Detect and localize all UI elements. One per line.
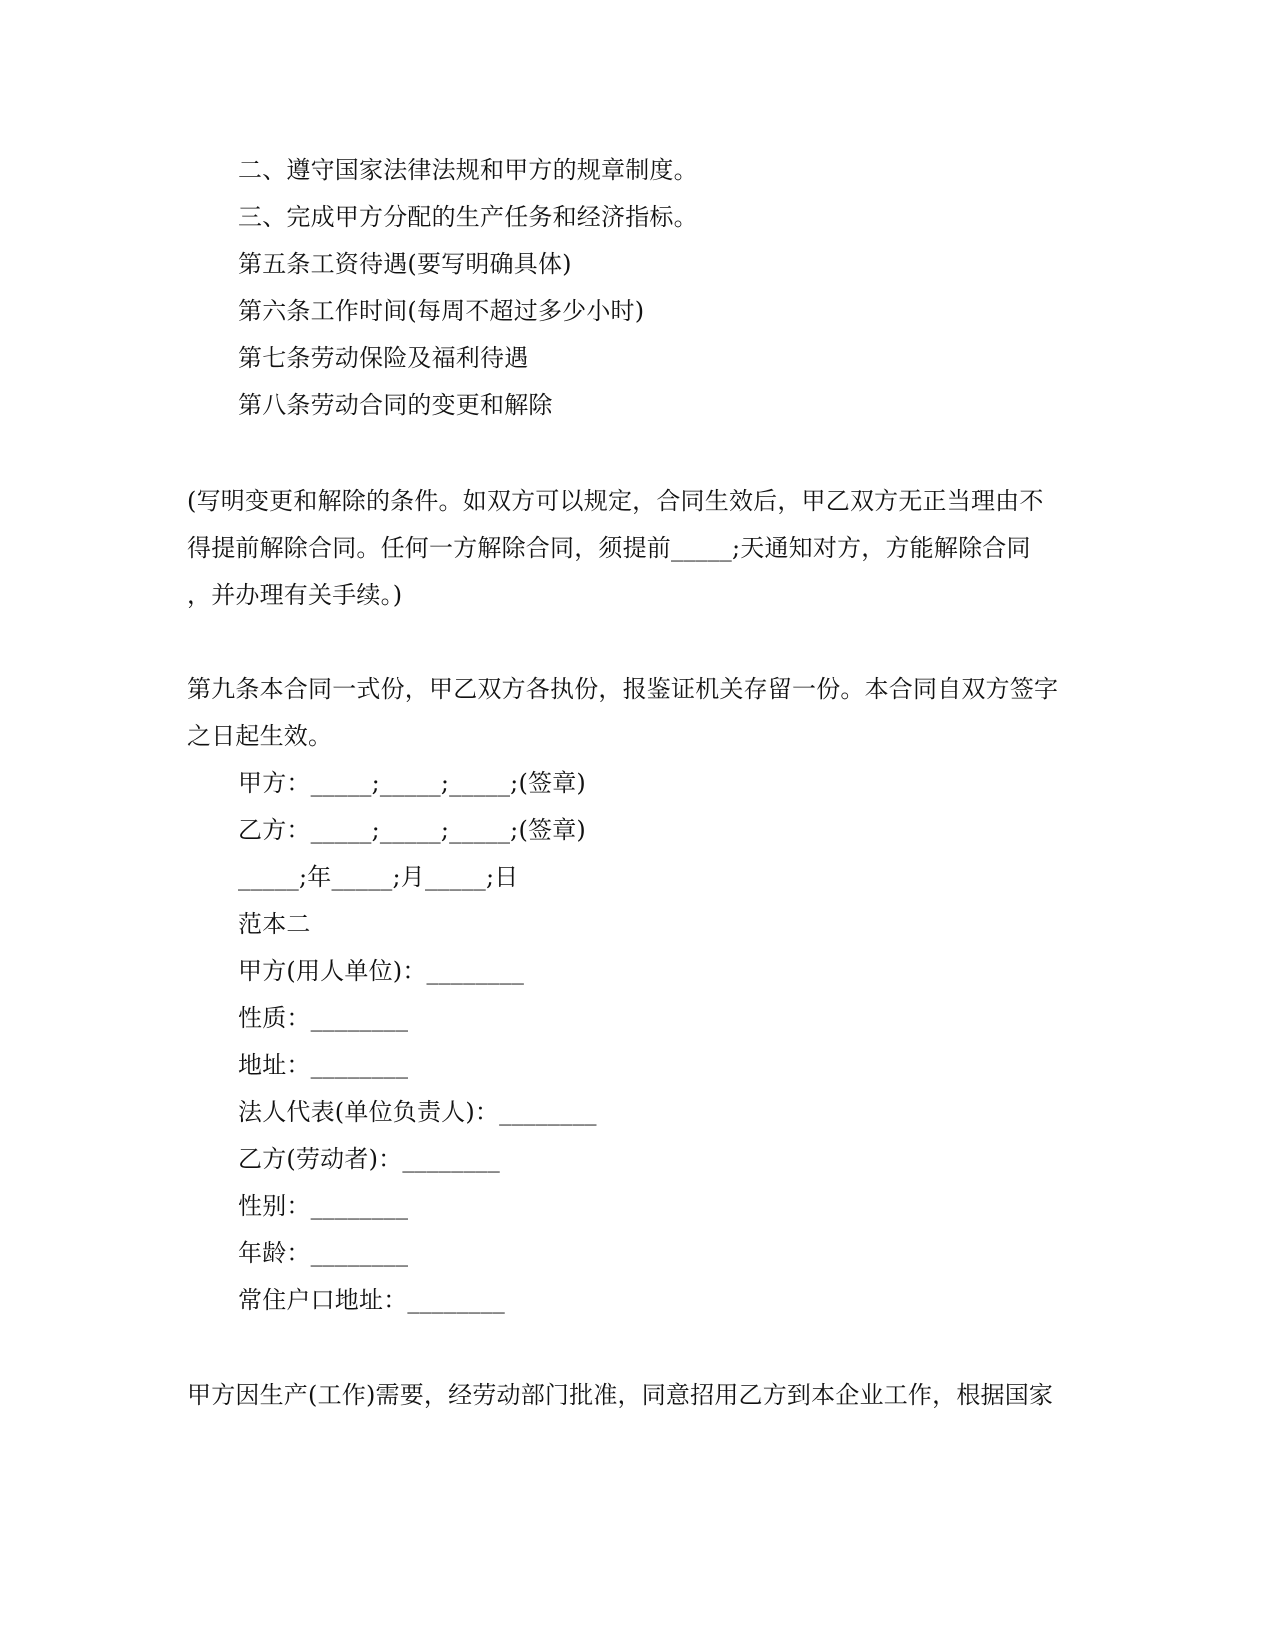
clause-heading: 第八条劳动合同的变更和解除 [238, 391, 553, 419]
form-field-line: 地址：________ [238, 1051, 409, 1079]
signature-line-party-a: 甲方：_____;_____;_____;(签章) [238, 769, 586, 797]
paragraph-line: ，并办理有关手续。) [187, 581, 403, 609]
form-field-line: 年龄：________ [238, 1239, 409, 1267]
paragraph-line: 之日起生效。 [187, 722, 333, 750]
section-title: 范本二 [238, 910, 311, 938]
form-field-line: 乙方(劳动者)：________ [238, 1145, 500, 1173]
signature-line-party-b: 乙方：_____;_____;_____;(签章) [238, 816, 586, 844]
form-field-line: 甲方(用人单位)：________ [238, 957, 525, 985]
form-field-line: 性别：________ [238, 1192, 409, 1220]
paragraph-line: 第九条本合同一式份，甲乙双方各执份，报鉴证机关存留一份。本合同自双方签字 [187, 675, 1059, 703]
form-field-line: 法人代表(单位负责人)：________ [238, 1098, 597, 1126]
paragraph-line: (写明变更和解除的条件。如双方可以规定，合同生效后，甲乙双方无正当理由不 [187, 487, 1044, 515]
date-line: _____;年_____;月_____;日 [238, 863, 519, 891]
clause-line: 三、完成甲方分配的生产任务和经济指标。 [238, 203, 698, 231]
form-field-line: 性质：________ [238, 1004, 409, 1032]
form-field-line: 常住户口地址：________ [238, 1286, 505, 1314]
paragraph-line: 甲方因生产(工作)需要，经劳动部门批准，同意招用乙方到本企业工作，根据国家 [187, 1381, 1054, 1409]
clause-line: 二、遵守国家法律法规和甲方的规章制度。 [238, 156, 698, 184]
clause-heading: 第六条工作时间(每周不超过多少小时) [238, 297, 645, 325]
clause-heading: 第七条劳动保险及福利待遇 [238, 344, 529, 372]
clause-heading: 第五条工资待遇(要写明确具体) [238, 250, 572, 278]
paragraph-line: 得提前解除合同。任何一方解除合同，须提前_____;天通知对方，方能解除合同 [187, 534, 1031, 562]
